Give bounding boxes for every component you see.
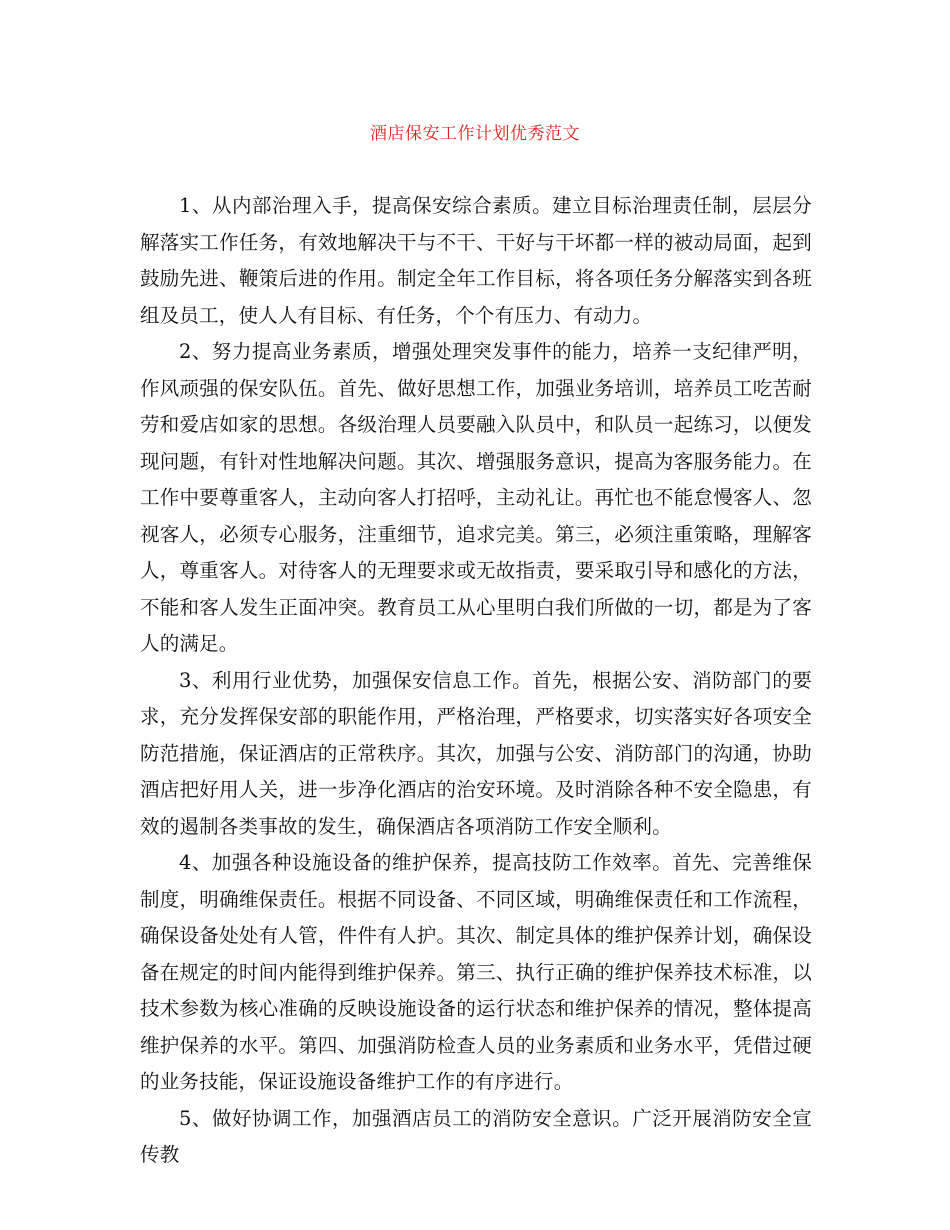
- paragraph-1: 1、从内部治理入手，提高保安综合素质。建立目标治理责任制，层层分解落实工作任务，有效地解决干与不干、干好与干坏都一样的被动局面，起到鼓励先进、鞭策后进的作用。制定全年工作目标，将各项任务分解落实到各班组及员工，使人人有目标、有任务，个个有压力、有动力。: [140, 194, 812, 327]
- paragraph-2: 2、努力提高业务素质，增强处理突发事件的能力，培养一支纪律严明，作风顽强的保安队伍。首先、做好思想工作，加强业务培训，培养员工吃苦耐劳和爱店如家的思想。各级治理人员要融入队员中，和队员一起练习，以便发现问题，有针对性地解决问题。其次、增强服务意识，提高为客服务能力。在工作中要尊重客人，主动向客人打招呼，主动礼让。再忙也不能怠慢客人、忽视客人，必须专心服务，注重细节，追求完美。第三，必须注重策略，理解客人，尊重客人。对待客人的无理要求或无故指责，要采取引导和感化的方法，不能和客人发生正面冲突。教育员工从心里明白我们所做的一切，都是为了客人的满足。: [140, 340, 812, 655]
- paragraph-3: 3、利用行业优势，加强保安信息工作。首先，根据公安、消防部门的要求，充分发挥保安部的职能作用，严格治理，严格要求，切实落实好各项安全防范措施，保证酒店的正常秩序。其次，加强与公安、消防部门的沟通，协助酒店把好用人关，进一步净化酒店的治安环境。及时消除各种不安全隐患，有效的遏制各类事故的发生，确保酒店各项消防工作安全顺利。: [140, 668, 812, 838]
- document-body: [140, 188, 812, 1174]
- paragraph-4: 4、加强各种设施设备的维护保养，提高技防工作效率。首先、完善维保制度，明确维保责任。根据不同设备、不同区域，明确维保责任和工作流程，确保设备处处有人管，件件有人护。其次、制定具体的维护保养计划，确保设备在规定的时间内能得到维护保养。第三、执行正确的维护保养技术标准，以技术参数为核心准确的反映设施设备的运行状态和维护保养的情况，整体提高维护保养的水平。第四、加强消防检查人员的业务素质和业务水平，凭借过硬的业务技能，保证设施设备维护工作的有序进行。: [140, 851, 812, 1093]
- document-title: 酒店保安工作计划优秀范文: [370, 124, 580, 144]
- paragraph-5: 5、做好协调工作，加强酒店员工的消防安全意识。广泛开展消防安全宣传教: [140, 1106, 812, 1166]
